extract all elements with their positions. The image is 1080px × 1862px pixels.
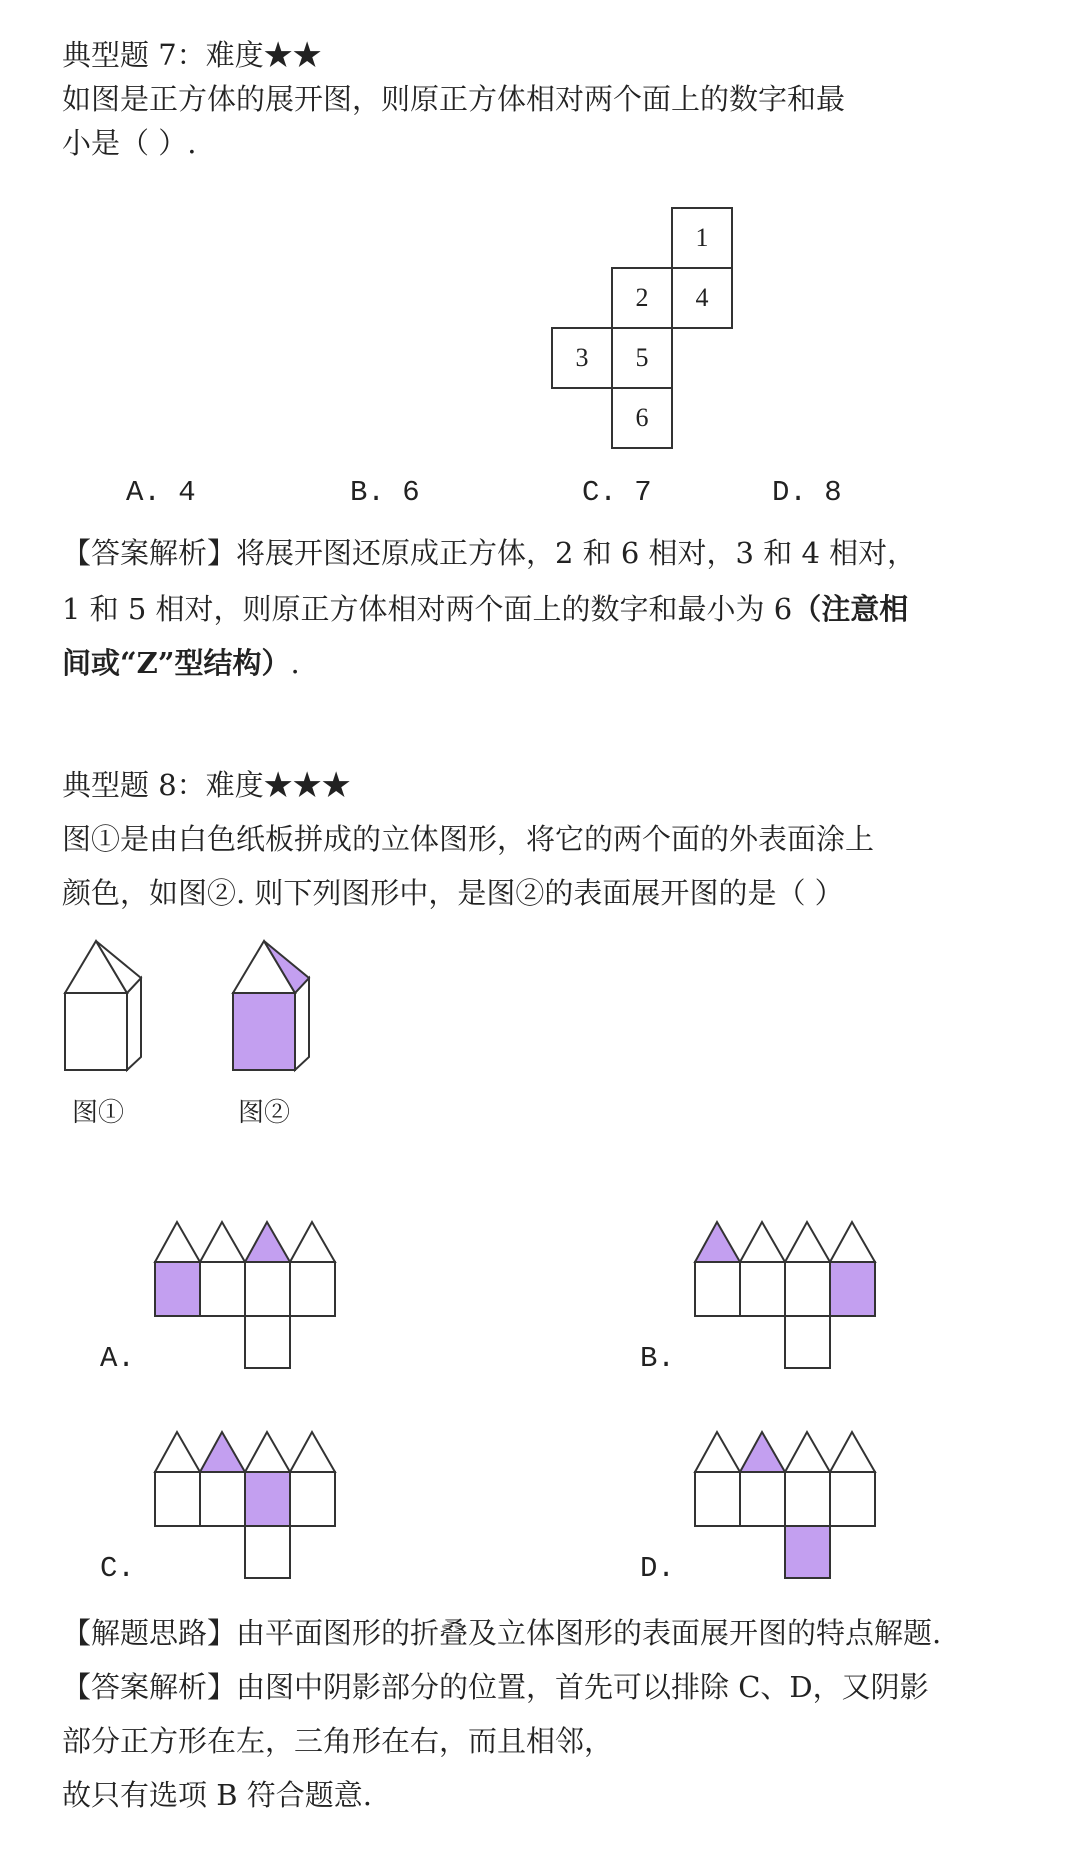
net-number-6: 6 bbox=[635, 403, 649, 432]
q7-answer-line2 bbox=[62, 592, 908, 626]
net-number-2: 2 bbox=[635, 283, 649, 312]
q7-answer-note-start: （注意相 bbox=[792, 592, 909, 626]
q8-answer-line3: 故只有选项 B 符合题意. bbox=[62, 1778, 372, 1812]
q8-answer-line1: 【答案解析】由图中阴影部分的位置，首先可以排除 C、D，又阴影 bbox=[62, 1670, 929, 1704]
q7-option-c: C. 7 bbox=[582, 476, 652, 509]
q8-answer-line2: 部分正方形在左，三角形在右，而且相邻， bbox=[62, 1724, 614, 1758]
q7-answer-line2-plain: 1 和 5 相对，则原正方体相对两个面上的数字和最小为 6 bbox=[62, 592, 793, 626]
q8-option-a-label: A. bbox=[100, 1342, 135, 1375]
net-option-c bbox=[155, 1432, 335, 1578]
q7-answer-line1: 【答案解析】将展开图还原成正方体，2 和 6 相对，3 和 4 相对， bbox=[62, 536, 917, 570]
q7-answer-line3 bbox=[62, 646, 300, 680]
net-number-1: 1 bbox=[695, 223, 709, 252]
net-option-a bbox=[155, 1222, 335, 1368]
q8-stem-line1: 图①是由白色纸板拼成的立体图形，将它的两个面的外表面涂上 bbox=[62, 822, 875, 856]
net-option-b bbox=[695, 1222, 875, 1368]
net-number-5: 5 bbox=[635, 343, 649, 372]
figure-1-prism bbox=[65, 941, 141, 1070]
q7-option-d: D. 8 bbox=[772, 476, 842, 509]
q8-hint: 【解题思路】由平面图形的折叠及立体图形的表面展开图的特点解题. bbox=[62, 1616, 942, 1650]
net-number-3: 3 bbox=[575, 343, 589, 372]
q8-option-d-label: D. bbox=[640, 1552, 675, 1585]
q8-title: 典型题 8：难度★★★ bbox=[62, 768, 351, 802]
q7-title: 典型题 7：难度★★ bbox=[62, 38, 322, 72]
q7-option-a: A. 4 bbox=[126, 476, 196, 509]
q7-answer-note-end: 间或“Z”型结构） bbox=[62, 646, 291, 680]
net-number-4: 4 bbox=[695, 283, 709, 312]
q8-option-b-label: B. bbox=[640, 1342, 675, 1375]
q7-answer-period: . bbox=[290, 646, 300, 680]
figure-2-prism bbox=[233, 941, 309, 1070]
figure-1-label: 图① bbox=[72, 1098, 125, 1128]
net-option-d bbox=[695, 1432, 875, 1578]
figure-2-label: 图② bbox=[238, 1098, 291, 1128]
q8-stem-line2: 颜色，如图②. 则下列图形中，是图②的表面展开图的是（ ） bbox=[62, 876, 844, 910]
q7-stem-line1: 如图是正方体的展开图，则原正方体相对两个面上的数字和最 bbox=[62, 82, 846, 116]
q7-option-b: B. 6 bbox=[350, 476, 420, 509]
cube-net bbox=[552, 208, 732, 448]
q8-option-c-label: C. bbox=[100, 1552, 135, 1585]
q7-stem-line2: 小是（ ）. bbox=[62, 126, 197, 160]
